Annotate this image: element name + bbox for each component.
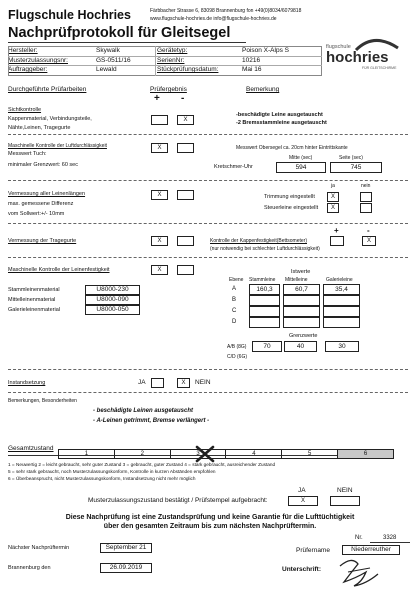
sicht-minus-checkbox[interactable]: X [177,115,194,125]
luft-minus-checkbox[interactable] [177,143,194,153]
bemerk-line1: - beschädigte Leinen ausgetauscht [93,408,194,414]
scale-4[interactable]: 4 [226,450,282,458]
col-bemerkung: Bemerkung [246,86,280,93]
gesamt-legend3: 6 = Überbeansprucht, nicht Musterzulassungskonform, Instandsetzung nicht mehr möglich [8,476,196,481]
leinen-minus-checkbox[interactable] [177,190,194,200]
sicht-title: Sichtkontrolle [8,107,42,113]
d-galerie-value[interactable] [323,317,360,328]
logo-main-text: hochries [326,49,389,66]
m3-value[interactable]: U8000-050 [85,305,140,315]
b-stamm-value[interactable] [249,295,280,306]
kappe-plus-checkbox[interactable] [330,236,344,246]
scale-1[interactable]: 1 [59,450,115,458]
grenzwerte-label: Grenzwerte [289,333,318,339]
protocol-title: Nachprüfprotokoll für Gleitsegel [8,25,231,41]
luft-line2: minimaler Grenzwert: 60 sec [8,162,78,168]
leinen-nein-header: nein [361,183,371,189]
row-d-label: D [232,319,237,325]
scale-2[interactable]: 2 [115,450,171,458]
leinen-title: Vermessung aller Leinenlängen [8,191,86,197]
scale-6[interactable]: 6 [338,450,393,458]
luft-uhr: Kretschmer-Uhr [214,164,253,170]
title-underline [8,42,246,43]
leinen-line1: max. gemessene Differenz [8,201,74,207]
separator [8,180,408,181]
luft-mitte-value[interactable]: 594 [276,162,326,173]
scale-cross-mark-icon [194,444,216,464]
stamm-header: Stammleine [249,277,276,283]
m1-value[interactable]: U8000-230 [85,285,140,295]
kappe-minus-checkbox[interactable]: X [362,236,376,246]
ebene-header: Ebene [229,277,244,283]
steuer-ja-checkbox[interactable]: X [327,203,339,213]
pruefer-label: Prüfername [296,547,330,554]
m2-value[interactable]: U8000-090 [85,295,140,305]
trimm-nein-checkbox[interactable] [360,192,372,202]
sicht-remark1: -beschädigte Leine ausgetauscht [236,112,323,118]
b-mittel-value[interactable] [283,295,320,306]
separator [8,134,408,135]
stueckpruefung-value: Mai 16 [242,66,262,73]
stempel-nein-header: NEIN [337,487,353,494]
scale-3[interactable]: 3 [171,450,227,458]
col-arbeiten: Durchgeführte Prüfarbeiten [8,86,87,93]
grenz-mittel-value[interactable]: 40 [284,341,317,352]
d-stamm-value[interactable] [249,317,280,328]
kappe-sub: (nur notwendig bei schlechter Luftdurchlässigkeit) [210,246,320,252]
bemerk-line2: - A-Leinen getrimmt, Bremse verlängert - [93,418,210,424]
logo-sub-text: FÜR GLEITSCHIRME [362,66,397,70]
separator [8,257,408,258]
unterschrift-label: Unterschrift: [282,566,322,573]
luft-title: Maschinelle Kontrolle der Luftdurchlässigkeit [8,143,107,149]
luft-seite-value[interactable]: 745 [330,162,382,173]
instand-ja-checkbox[interactable] [151,378,164,388]
trimm-ja-checkbox[interactable]: X [327,192,339,202]
logo-top-text: flugschule [326,44,351,50]
scale-5[interactable]: 5 [282,450,338,458]
nr-label: Nr. [355,535,363,541]
minus-header: - [181,93,185,104]
geraetetyp-label: Gerätetyp: [157,47,188,54]
leinen-line2: vom Sollwert:+/- 10mm [8,211,65,217]
a-mittel-value[interactable]: 60,7 [283,284,320,295]
cd-label: C/D (6G) [227,354,247,360]
luft-seite-label: Seite (sec) [339,155,363,161]
nr-underline [370,542,410,543]
trage-plus-checkbox[interactable]: X [151,236,168,246]
geraetetyp-value: Poison X-Alps S [242,47,289,54]
next-date-label: Nächster Nachprüftermin [8,545,70,551]
separator [8,392,408,393]
plus-header: + [154,93,160,104]
hersteller-label: Hersteller: [8,47,38,54]
stempel-nein-checkbox[interactable] [330,496,360,506]
stueckpruefung-label: Stückprüfungsdatum: [157,66,219,73]
school-name: Flugschule Hochries [8,8,131,22]
stempel-label: Musterzulassungszustand bestätigt / Prüfstempel aufgebracht: [88,497,268,504]
b-galerie-value[interactable] [323,295,360,306]
info-col-line [155,46,156,76]
disclaimer-line1: Diese Nachprüfung ist eine Zustandsprüfung und keine Garantie für die Lufttüchtigkeit [65,514,355,521]
leinen-plus-checkbox[interactable]: X [151,190,168,200]
gesamt-label: Gesamtzustand [8,445,54,452]
fest-plus-checkbox[interactable]: X [151,265,168,275]
info-row-line [8,56,322,57]
seriennr-label: SerienNr: [157,57,185,64]
fest-title: Maschinelle Kontrolle der Leinenfestigkeit [8,267,110,273]
galerie-header: Galerieleine [326,277,353,283]
d-mittel-value[interactable] [283,317,320,328]
row-b-label: B [232,297,237,303]
auftraggeber-label: Auftraggeber: [8,66,48,73]
m1-label: Stammleinenmaterial [8,287,60,293]
seriennr-value: 10216 [242,57,261,64]
sicht-plus-checkbox[interactable] [151,115,168,125]
kappe-title: Kontrolle der Kappenfestigkeit(Bettsometer) [210,238,307,244]
grenz-stamm-value[interactable]: 70 [252,341,282,352]
sicht-line2: Nähte,Leinen, Tragegurte [8,125,71,131]
luft-line1: Messwert Tuch: [8,151,47,157]
info-row-line [8,65,322,66]
trage-minus-checkbox[interactable] [177,236,194,246]
school-web: www.flugschule-hochries.de info@flugschule-hochries.de [150,16,277,22]
istwerte-label: Istwerte [291,269,311,275]
luft-plus-checkbox[interactable]: X [151,143,168,153]
stempel-ja-header: JA [298,487,306,494]
grenz-galerie-value[interactable]: 30 [325,341,359,352]
c-mittel-value[interactable] [283,306,320,317]
instand-ja-label: JA [138,379,146,386]
stempel-ja-checkbox[interactable]: X [288,496,318,506]
gesamt-legend2: 5 = sehr stark gebraucht, noch Musterzulassungskonform, Kontrolle in kurzen Abständen empfohlen [8,469,216,474]
sicht-remark2: -2 Bremsstammleine ausgetauscht [236,120,327,126]
mittel-header: Mittelleine [285,277,308,283]
hersteller-value: Skywalk [96,47,120,54]
date-value[interactable]: 26.09.2019 [100,563,152,573]
separator [8,223,408,224]
instand-nein-label: NEIN [195,379,211,386]
col-ergebnis: Prüfergebnis [150,86,187,93]
kappe-minus-header: - [367,226,370,235]
leinen-ja-header: ja [331,183,335,189]
musterzulassung-label: Musterzulassungsnr: [8,57,68,64]
luft-note: Messwert Obersegel ca. 20cm hinter Eintrittskante [236,145,348,151]
sicht-line1: Kappenmaterial, Verbindungsteile, [8,116,92,122]
trimm-label: Trimmung eingestellt [264,194,315,200]
nr-value: 3328 [383,535,397,541]
row-a-label: A [232,286,237,292]
instand-label: Instandsetzung [8,380,46,386]
trage-title: Vermessung der Tragegurte [8,238,77,244]
c-stamm-value[interactable] [249,306,280,317]
luft-mitte-label: Mitte (sec) [289,155,313,161]
steuer-label: Steuerleine eingestellt [264,205,319,211]
fest-minus-checkbox[interactable] [177,265,194,275]
gesamt-legend1: 1 = Neuwertig 2 = leicht gebraucht, sehr guter Zustand 3 = gebraucht, guter Zustand 4 = stark gebraucht, ausreichender Zustand [8,462,276,467]
a-stamm-value[interactable]: 160,3 [249,284,280,295]
school-address: Färbbacher Strasse 6, 83098 Brannenburg fon +49(0)8034/6079818 [150,8,302,14]
auftraggeber-value: Lewald [96,66,117,73]
ab-label: A/B (8G) [227,344,247,350]
kappe-plus-header: + [334,226,339,235]
c-galerie-value[interactable] [323,306,360,317]
m3-label: Galerieleinenmaterial [8,307,60,313]
instand-nein-checkbox[interactable]: X [177,378,190,388]
condition-scale [58,449,394,459]
school-logo [326,34,410,74]
ort-label: Brannenburg den [8,565,51,571]
signature-icon [336,554,382,590]
pruefer-value[interactable]: Niederreuther [342,545,400,555]
m2-label: Mittelleinenmaterial [8,297,56,303]
steuer-nein-checkbox[interactable] [360,203,372,213]
disclaimer-line2: über den gesamten Zeitraum bis zum nächsten Nachprüftermin. [103,523,317,530]
separator [8,369,408,370]
info-box [8,46,322,76]
bemerk-label: Bemerkungen, Besonderheiten [8,398,77,404]
a-galerie-value[interactable]: 35,4 [323,284,360,295]
row-c-label: C [232,308,237,314]
musterzulassung-value: GS-0511/16 [96,57,131,64]
next-date-value[interactable]: September 21 [100,543,152,553]
